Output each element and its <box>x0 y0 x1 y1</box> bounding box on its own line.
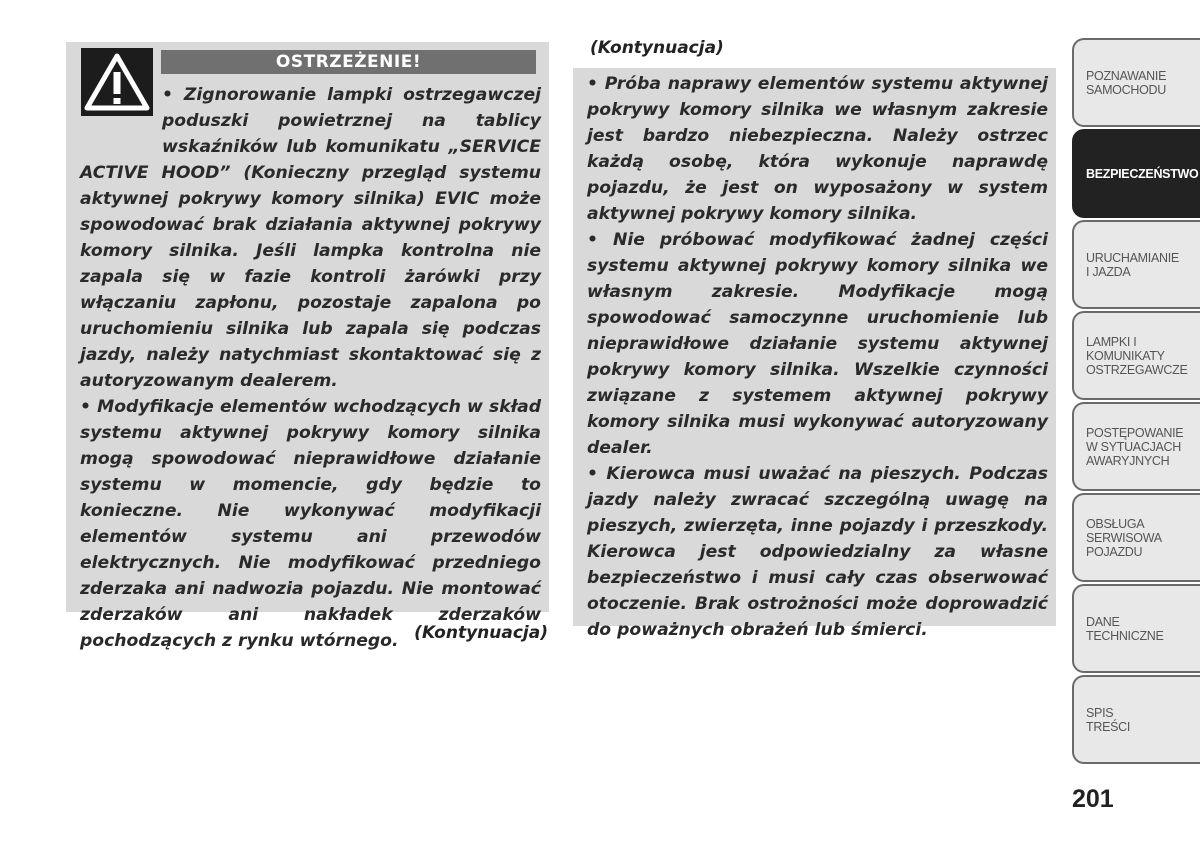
warning-paragraph: • Kierowca musi uważać na pieszych. Podczas jazdy należy zwracać szczególną uwagę na pieszych, zwierzęta, inne pojazdy i przeszkody. Kierowca jest odpowiedzialny za własne bezpieczeństwo i musi cały czas obserwować otoczenie. Brak ostrożności może doprowadzić do poważnych obrażeń lub śmierci. <box>587 464 1048 640</box>
warning-text <box>80 82 541 654</box>
tab-label: DANE TECHNICZNE <box>1086 614 1164 643</box>
tab-label: OBSŁUGA SERWISOWA POJAZDU <box>1086 516 1162 559</box>
continuation-label-left: (Kontynuacja) <box>414 623 548 643</box>
tab-label: URUCHAMIANIE I JAZDA <box>1086 250 1179 279</box>
tab-poznawanie-samochodu[interactable] <box>1072 38 1200 127</box>
tab-label: POZNAWANIE SAMOCHODU <box>1086 68 1167 97</box>
tab-label: SPIS TREŚCI <box>1086 705 1131 734</box>
warning-paragraph: • Modyfikacje elementów wchodzących w skład systemu aktywnej pokrywy komory silnika mogą spowodować nieprawidłowe działanie systemu w momencie, gdy będzie to konieczne. Nie wykonywać modyfikacji elementów systemu ani przewodów elektrycznych. Nie modyfikować przedniego zderzaka ani nadwozia pojazdu. Nie montować zderzaków ani nakładek zderzaków pochodzących z rynku wtórnego. <box>80 397 541 651</box>
tab-uruchamianie-i-jazda[interactable] <box>1072 220 1200 309</box>
warning-paragraph: • Nie próbować modyfikować żadnej części systemu aktywnej pokrywy komory silnika we własnym zakresie. Modyfikacje mogą spowodować samoczynne uruchomienie lub nieprawidłowe działanie systemu aktywnej pokrywy komory silnika. Wszelkie czynności związane z systemem aktywnej pokrywy komory silnika musi wykonywać autoryzowany dealer. <box>587 230 1048 458</box>
continued-warning-box <box>573 68 1056 640</box>
tab-label: POSTĘPOWANIE W SYTUACJACH AWARYJNYCH <box>1086 425 1184 468</box>
chapter-tabs <box>1072 38 1200 766</box>
tab-lampki-i-komunikaty[interactable] <box>1072 311 1200 400</box>
continued-warning-text <box>587 71 1048 643</box>
tab-spis-tresci[interactable] <box>1072 675 1200 764</box>
warning-paragraph: • Zignorowanie lampki ostrzegawczej poduszki powietrznej na tablicy wskaźników lub komunikatu „SERVICE ACTIVE HOOD” (Konieczny przegląd systemu aktywnej pokrywy komory silnika) EVIC może spowodować brak działania aktywnej pokrywy komory silnika. Jeśli lampka kontrolna nie zapala się w fazie kontroli żarówki przy włączaniu zapłonu, pozostaje zapalona po uruchomieniu silnika lub zapala się podczas jazdy, należy natychmiast skontaktować się z autoryzowanym dealerem. <box>80 85 541 391</box>
tab-dane-techniczne[interactable] <box>1072 584 1200 673</box>
tab-bezpieczenstwo[interactable] <box>1072 129 1200 218</box>
warning-paragraph: • Próba naprawy elementów systemu aktywnej pokrywy komory silnika we własnym zakresie jest bardzo niebezpieczna. Należy ostrzec każdą osobę, która wykonuje naprawdę pojazdu, że jest on wyposażony w system aktywnej pokrywy komory silnika. <box>587 74 1048 224</box>
page-number: 201 <box>1072 785 1114 813</box>
tab-label: BEZPIECZEŃSTWO <box>1086 166 1199 181</box>
continuation-label-right: (Kontynuacja) <box>590 38 724 58</box>
tab-obsluga-serwisowa[interactable] <box>1072 493 1200 582</box>
tab-postepowanie-awaryjne[interactable] <box>1072 402 1200 491</box>
warning-title: OSTRZEŻENIE! <box>161 50 536 74</box>
tab-label: LAMPKI I KOMUNIKATY OSTRZEGAWCZE <box>1086 334 1188 377</box>
